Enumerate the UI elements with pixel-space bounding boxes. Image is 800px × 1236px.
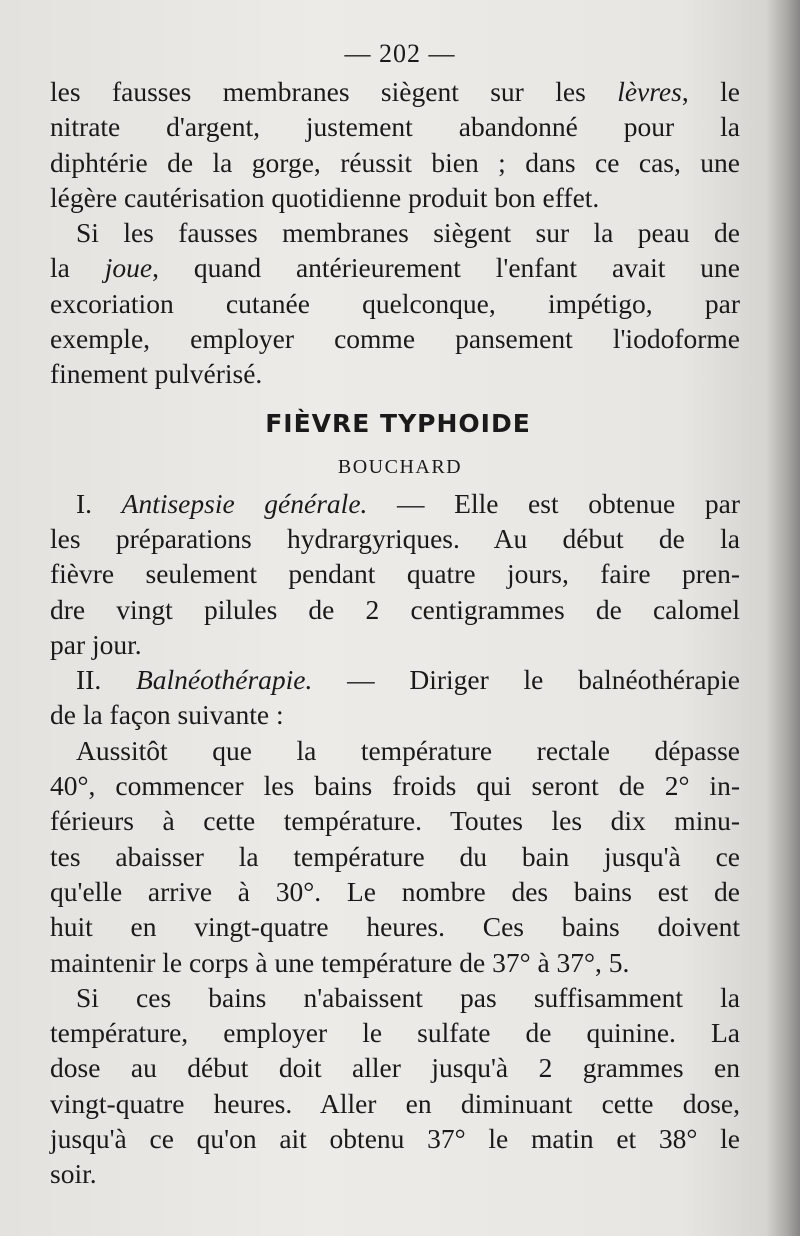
text-line: maintenir le corps à une température de 37° à 37°, 5. xyxy=(50,946,630,978)
text-line: tes abaisser la température du bain jusqu'à ce xyxy=(50,840,740,872)
text-line: les préparations hydrargyriques. Au début de la xyxy=(50,522,740,554)
text-line: diphtérie de la gorge, réussit bien ; dans ce cas, une xyxy=(50,146,740,178)
paragraph-quinine xyxy=(50,980,740,1192)
paragraph-lips xyxy=(50,74,740,215)
text-line: Si ces bains n'abaissent pas suffisamment la xyxy=(76,981,740,1013)
paragraph-cheek xyxy=(50,215,740,391)
paragraph-antisepsie xyxy=(50,486,740,662)
section-author: BOUCHARD xyxy=(337,455,463,478)
text-line: dose au début doit aller jusqu'à 2 grammes en xyxy=(50,1052,740,1084)
paragraph-temperature xyxy=(50,733,740,980)
text-line: nitrate d'argent, justement abandonné pour la xyxy=(50,111,740,143)
text-line: I. Antisepsie générale. — Elle est obtenue par xyxy=(76,487,740,519)
text-line: soir. xyxy=(50,1158,97,1190)
text-line: vingt-quatre heures. Aller en diminuant cette dose, xyxy=(50,1087,740,1119)
text-line: légère cautérisation quotidienne produit bon effet. xyxy=(50,181,600,213)
text-line: les fausses membranes siègent sur les lèvres, le xyxy=(50,76,740,107)
text-line: Si les fausses membranes siègent sur la peau de xyxy=(76,217,740,249)
text-line: la joue, quand antérieurement l'enfant avait une xyxy=(50,252,740,284)
page-edge-shadow xyxy=(766,0,800,1236)
text-line: fièvre seulement pendant quatre jours, faire pren- xyxy=(50,558,740,590)
text-line: par jour. xyxy=(50,628,142,660)
text-line: qu'elle arrive à 30°. Le nombre des bains est de xyxy=(50,875,740,907)
text-line: dre vingt pilules de 2 centigrammes de calomel xyxy=(50,593,740,625)
text-line: 40°, commencer les bains froids qui seront de 2° in- xyxy=(50,770,740,802)
page-number: — 202 — xyxy=(344,39,456,68)
page-content xyxy=(50,34,740,1192)
paragraph-balneotherapie xyxy=(50,662,740,733)
text-line: température, employer le sulfate de quinine. La xyxy=(50,1017,740,1049)
text-line: de la façon suivante : xyxy=(50,699,284,731)
text-line: II. Balnéothérapie. — Diriger le balnéothérapie xyxy=(76,664,740,696)
text-line: huit en vingt-quatre heures. Ces bains doivent xyxy=(50,911,740,943)
text-line: excoriation cutanée quelconque, impétigo, par xyxy=(50,287,740,319)
text-line: jusqu'à ce qu'on ait obtenu 37° le matin et 38° le xyxy=(50,1123,740,1155)
text-line: férieurs à cette température. Toutes les dix minu- xyxy=(50,805,740,837)
text-line: exemple, employer comme pansement l'iodoforme xyxy=(50,323,740,355)
text-line: Aussitôt que la température rectale dépasse xyxy=(76,734,740,766)
section-heading: FIÈVRE TYPHOIDE xyxy=(265,408,531,438)
text-line: finement pulvérisé. xyxy=(50,358,263,390)
